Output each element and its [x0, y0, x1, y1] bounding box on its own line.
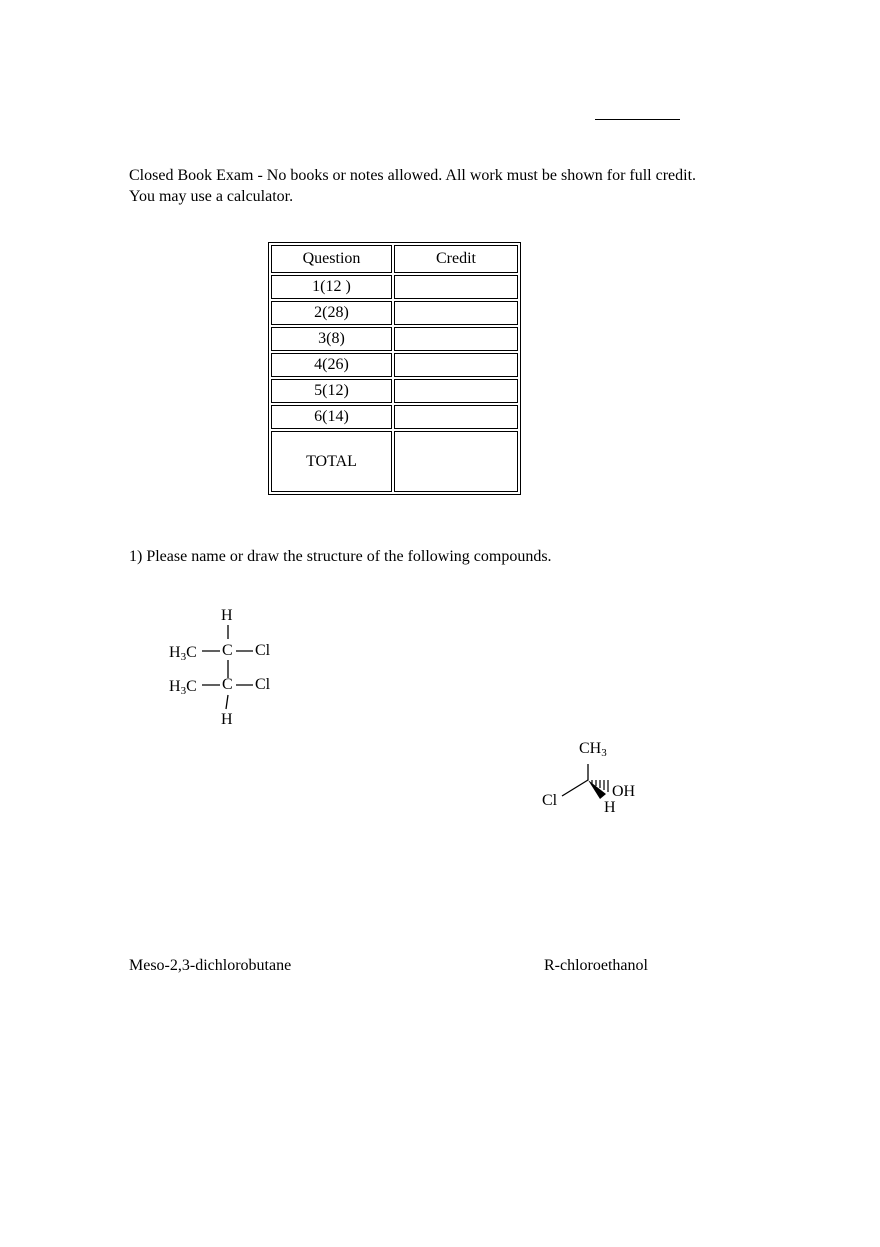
methyl-h: H [169, 678, 181, 695]
score-row [271, 379, 518, 403]
score-row [271, 301, 518, 325]
question-column-header: Question [271, 245, 392, 273]
score-row [271, 405, 518, 429]
bond-bottom-h [226, 695, 228, 709]
student-name-line [595, 119, 680, 120]
ch3-subscript: 3 [601, 747, 607, 759]
methyl-c: C [186, 678, 197, 695]
methyl-h: H [169, 644, 181, 661]
atom-cl-upper: Cl [255, 642, 271, 659]
atom-h: H [604, 799, 616, 816]
question-cell: 6(14) [271, 405, 392, 429]
credit-cell [394, 353, 518, 377]
score-table [268, 242, 521, 495]
question-cell: 3(8) [271, 327, 392, 351]
atom-oh: OH [612, 783, 636, 800]
exam-instructions [129, 165, 696, 207]
atom-methyl-upper [169, 644, 197, 663]
credit-cell [394, 405, 518, 429]
credit-cell [394, 301, 518, 325]
score-row [271, 275, 518, 299]
chloroethanol-structure [540, 738, 660, 823]
credit-cell [394, 327, 518, 351]
wedge-bond-h [588, 780, 606, 799]
ch-label: CH [579, 740, 602, 757]
methyl-subscript: 3 [180, 651, 187, 663]
score-row [271, 327, 518, 351]
total-value [394, 431, 518, 492]
atom-h-top: H [221, 607, 233, 624]
atom-c-upper: C [222, 642, 233, 659]
score-table-header [271, 245, 518, 273]
credit-cell [394, 275, 518, 299]
atom-ch3 [579, 740, 607, 759]
question-1-prompt: 1) Please name or draw the structure of the following compounds. [129, 548, 552, 565]
bond-c-cl [562, 780, 588, 796]
compound-name-1: Meso-2,3-dichlorobutane [129, 957, 292, 974]
atom-methyl-lower [169, 678, 197, 697]
atom-cl: Cl [542, 792, 558, 809]
instructions-line-1: Closed Book Exam - No books or notes allowed. All work must be shown for full credit. [129, 167, 697, 184]
atom-cl-lower: Cl [255, 676, 271, 693]
question-cell: 5(12) [271, 379, 392, 403]
methyl-c: C [186, 644, 197, 661]
question-cell: 2(28) [271, 301, 392, 325]
compound-name-2: R-chloroethanol [544, 957, 648, 974]
methyl-subscript: 3 [180, 685, 187, 697]
question-cell: 1(12 ) [271, 275, 392, 299]
question-cell: 4(26) [271, 353, 392, 377]
credit-column-header: Credit [394, 245, 518, 273]
credit-cell [394, 379, 518, 403]
instructions-line-2: You may use a calculator. [129, 188, 294, 205]
atom-c-lower: C [222, 676, 233, 693]
atom-h-bottom: H [221, 711, 233, 728]
score-row [271, 353, 518, 377]
total-label: TOTAL [271, 431, 392, 492]
dichlorobutane-structure [165, 605, 285, 730]
total-row [271, 431, 518, 492]
